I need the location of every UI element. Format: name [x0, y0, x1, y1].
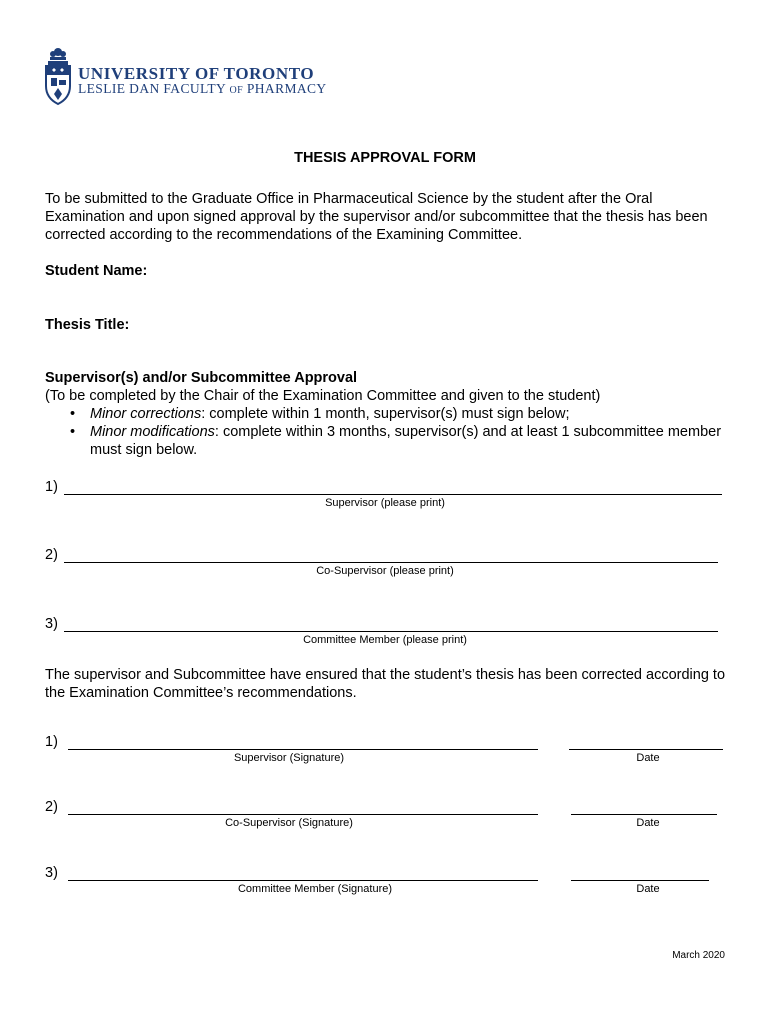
co-supervisor-signature-line[interactable] — [68, 814, 538, 815]
date-caption: Date — [636, 752, 660, 764]
faculty-name-of: OF — [229, 85, 244, 96]
supervisor-signature-caption: Supervisor (Signature) — [233, 752, 345, 764]
supervisor-print-caption: Supervisor (please print) — [325, 497, 445, 509]
university-name: UNIVERSITY OF TORONTO — [78, 64, 315, 83]
supervisor-signature-line[interactable] — [68, 749, 538, 750]
row-number: 2) — [45, 799, 58, 815]
row-number: 1) — [45, 479, 58, 495]
co-supervisor-signature-caption: Co-Supervisor (Signature) — [225, 817, 353, 829]
row-number: 3) — [45, 865, 58, 881]
faculty-name-part-2: PHARMACY — [246, 81, 327, 96]
faculty-name-part-1: LESLIE DAN FACULTY — [78, 81, 226, 96]
date-caption: Date — [636, 883, 660, 895]
approval-note: (To be completed by the Chair of the Examination Committee and given to the student) — [45, 388, 601, 404]
list-item — [70, 423, 730, 459]
committee-member-signature-line[interactable] — [68, 880, 538, 881]
committee-member-signature-caption: Committee Member (Signature) — [237, 883, 393, 895]
correction-list — [70, 405, 730, 459]
row-number: 2) — [45, 547, 58, 563]
faculty-name — [78, 81, 327, 97]
committee-member-date-line[interactable] — [571, 880, 709, 881]
supervisor-date-line[interactable] — [569, 749, 723, 750]
university-crest-icon — [44, 46, 72, 106]
student-name-label: Student Name: — [45, 263, 148, 279]
co-supervisor-print-line[interactable] — [64, 562, 718, 563]
intro-paragraph: To be submitted to the Graduate Office in Pharmaceutical Science by the student after the Oral Examination and upon signed approval by the supervisor and/or subcommittee that the thesis has been corrected according to the recommendations of the Examining Committee. — [45, 191, 708, 243]
row-number: 3) — [45, 616, 58, 632]
form-title: THESIS APPROVAL FORM — [294, 150, 476, 166]
approval-heading: Supervisor(s) and/or Subcommittee Approval — [45, 370, 358, 386]
co-supervisor-print-caption: Co-Supervisor (please print) — [316, 565, 454, 577]
supervisor-print-line[interactable] — [64, 494, 722, 495]
bullet-term: Minor modifications — [90, 424, 215, 440]
thesis-title-label: Thesis Title: — [45, 317, 130, 333]
committee-member-print-line[interactable] — [64, 631, 718, 632]
row-number: 1) — [45, 734, 58, 750]
co-supervisor-date-line[interactable] — [571, 814, 717, 815]
bullet-text: : complete within 3 months, supervisor(s) and at least 1 subcommittee member must sign below. — [90, 424, 722, 458]
bullet-term: Minor corrections — [90, 406, 202, 422]
list-item — [70, 405, 730, 423]
bullet-text: : complete within 1 month, supervisor(s) must sign below; — [201, 406, 570, 422]
date-caption: Date — [636, 817, 660, 829]
footer-date: March 2020 — [672, 950, 725, 961]
committee-member-print-caption: Committee Member (please print) — [303, 634, 467, 646]
statement-paragraph: The supervisor and Subcommittee have ensured that the student’s thesis has been corrected according to the Examination Committee’s recommendations. — [45, 667, 726, 701]
